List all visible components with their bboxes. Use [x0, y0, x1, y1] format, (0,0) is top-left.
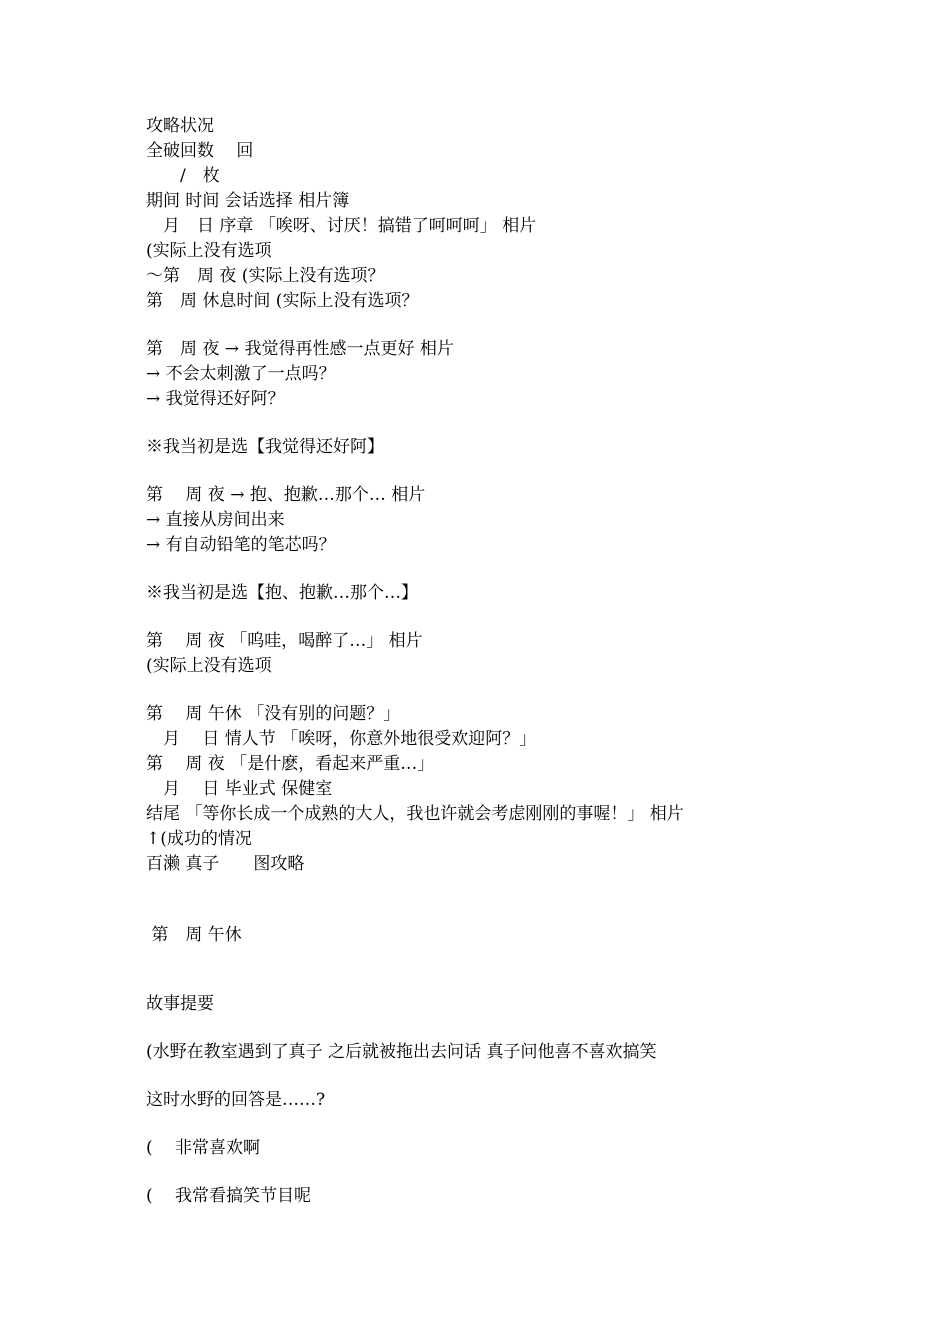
heading-status: 攻略状况: [146, 116, 214, 136]
event-line: 第 周 夜 → 抱、抱歉…那个… 相片: [146, 485, 426, 505]
answer-option: ( 非常喜欢啊: [146, 1138, 261, 1158]
choice-line: → 我觉得还好阿？: [146, 389, 285, 409]
note-line: ↑(成功的情况: [146, 829, 252, 849]
table-header-line: 期间 时间 会话选择 相片簿: [146, 191, 350, 211]
photo-count-line: / 枚: [146, 166, 220, 186]
event-line: 第 周 夜 → 我觉得再性感一点更好 相片: [146, 339, 454, 359]
event-line: 第 周 休息时间 (实际上没有选项？: [146, 291, 419, 311]
section-title: 百濑 真子 图攻略: [146, 854, 305, 874]
event-line: 月 日 情人节 「唉呀，你意外地很受欢迎阿？」: [146, 729, 537, 749]
event-line: 月 日 序章 「唉呀、讨厌！搞错了呵呵呵」 相片: [146, 216, 537, 236]
note-line: (实际上没有选项: [146, 241, 272, 261]
choice-line: → 不会太刺激了一点吗？: [146, 364, 336, 384]
event-line: 第 周 夜 「是什麽，看起来严重…」: [146, 754, 435, 774]
choice-line: → 直接从房间出来: [146, 510, 285, 530]
summary-text: (水野在教室遇到了真子 之后就被拖出去问话 真子问他喜不喜欢搞笑: [146, 1042, 657, 1062]
note-line: ※我当初是选【我觉得还好阿】: [146, 437, 384, 457]
summary-text: 这时水野的回答是……?: [146, 1090, 326, 1110]
clear-count-line: 全破回数 回: [146, 141, 254, 161]
event-line: 第 周 夜 「呜哇，喝醉了…」 相片: [146, 631, 423, 651]
answer-option: ( 我常看搞笑节目呢: [146, 1186, 312, 1206]
ending-line: 结尾 「等你长成一个成熟的大人，我也许就会考虑刚刚的事喔！」 相片: [146, 804, 684, 824]
event-line: 月 日 毕业式 保健室: [146, 779, 333, 799]
note-line: ※我当初是选【抱、抱歉…那个…】: [146, 583, 418, 603]
note-line: (实际上没有选项: [146, 656, 272, 676]
event-line: 第 周 午休 「没有别的问题？」: [146, 704, 401, 724]
choice-line: → 有自动铅笔的笔芯吗？: [146, 535, 336, 555]
event-line: ～第 周 夜 (实际上没有选项？: [146, 266, 385, 286]
subsection-title: 第 周 午休: [146, 925, 242, 945]
summary-heading: 故事提要: [146, 994, 214, 1014]
